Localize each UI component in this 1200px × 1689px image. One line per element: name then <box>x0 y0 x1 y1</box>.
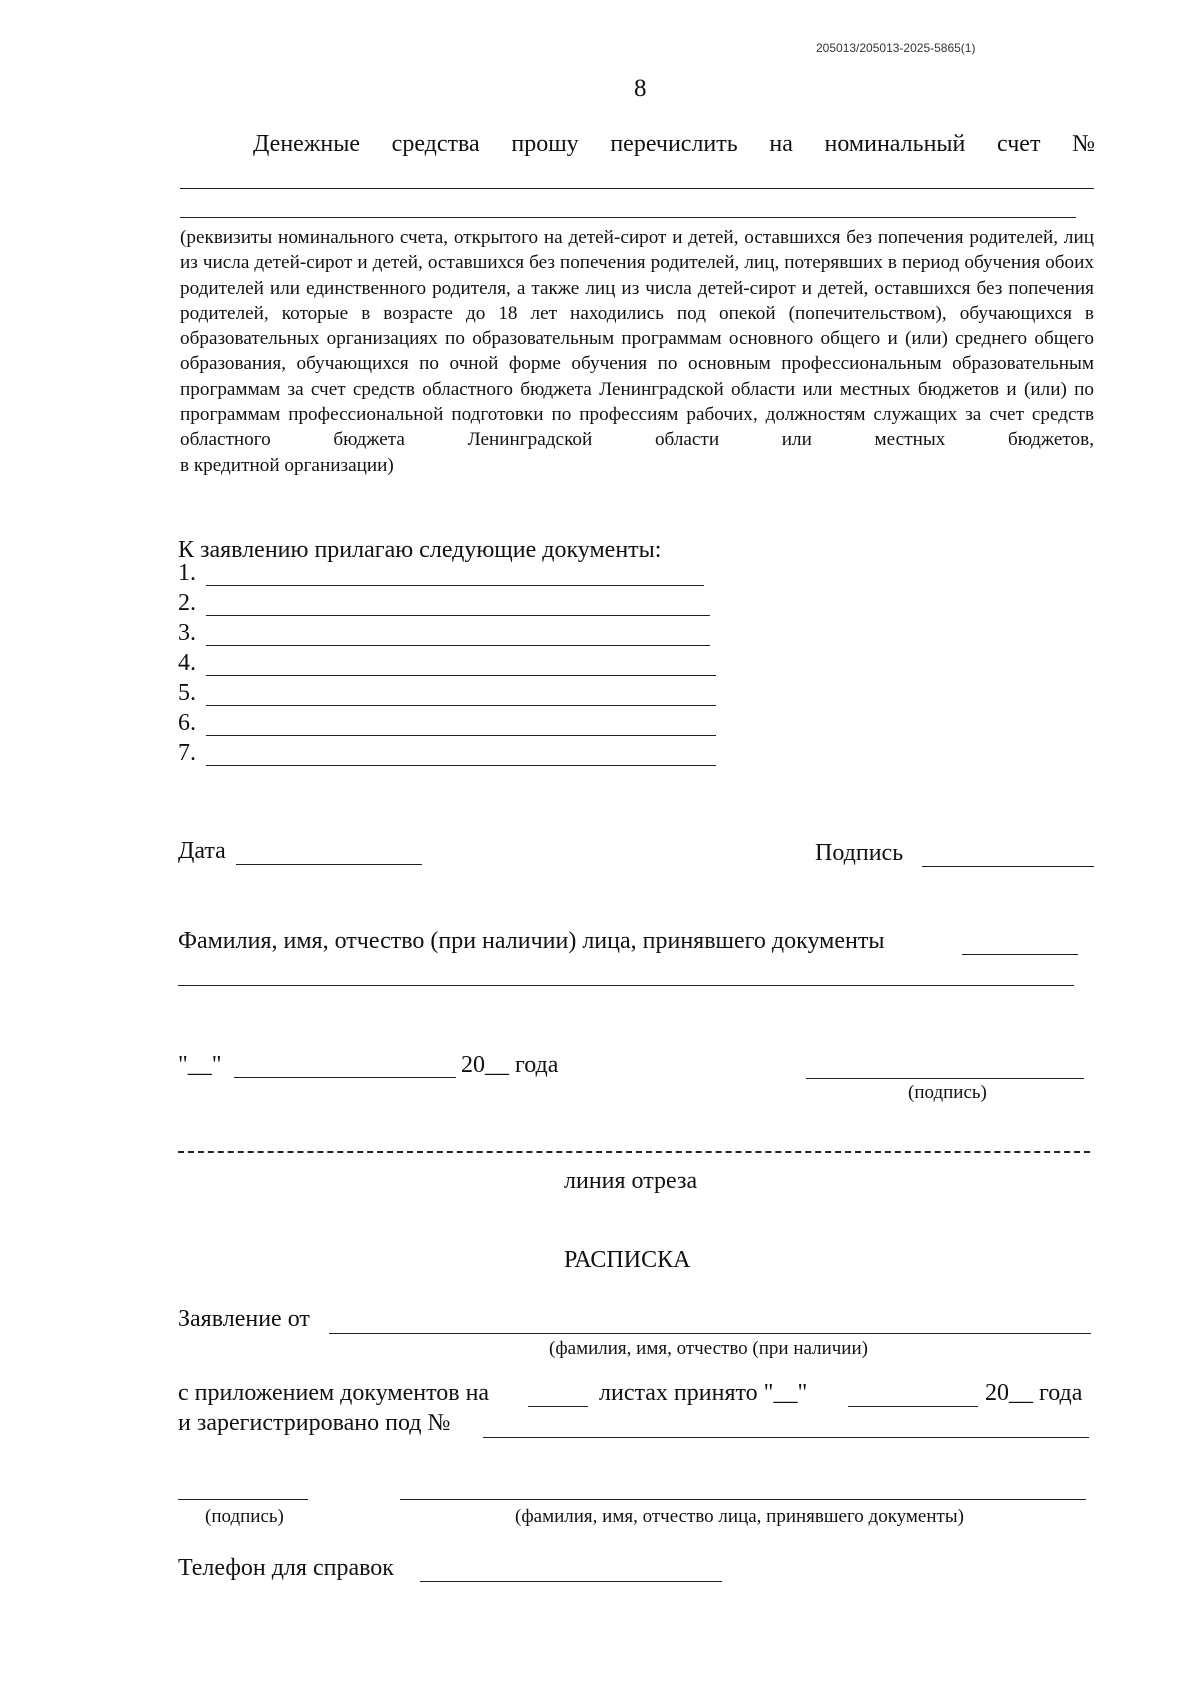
signature-caption: (подпись) <box>908 1082 987 1103</box>
attachment-line[interactable] <box>206 615 710 616</box>
attachment-number: 6. <box>178 710 196 736</box>
year-text: 20__ года <box>461 1052 559 1078</box>
attachment-number: 4. <box>178 650 196 676</box>
signature-label: Подпись <box>815 840 904 866</box>
receipt-signature-line[interactable] <box>178 1499 308 1500</box>
account-number-line <box>180 188 1094 189</box>
account-requisites-note-last: в кредитной организации) <box>180 454 394 476</box>
day-quote: "__" <box>178 1052 222 1078</box>
month-line[interactable] <box>234 1077 456 1078</box>
phone-label: Телефон для справок <box>178 1555 394 1581</box>
account-requisites-note-body: (реквизиты номинального счета, открытого на детей-сирот и детей, оставшихся без попечения родителей, лиц из числа детей-сирот и детей, оставшихся без попечения родителей, лиц, потерявших в период обучения обоих родителей или единственного родителя, а также лиц из числа детей-сирот и детей, оставшихся без попечения родителей, которые в возрасте до 18 лет находились под опекой (попечительством), обучающихся в образовательных организациях по образовательным программам основного общего и (или) среднего общего образования, обучающихся по очной форме обучения по основным профессиональным образовательным программам за счет средств областного бюджета Ленинградской области или местных бюджетов и (или) по программам профессиональной подготовки по профессиям рабочих, должностям служащих за счет средств областного бюджета Ленинградской области или местных бюджетов, <box>180 227 1094 451</box>
statement-from-label: Заявление от <box>178 1306 310 1332</box>
attachment-line[interactable] <box>206 585 704 586</box>
receiver-line-2[interactable] <box>178 985 1074 986</box>
attachment-line[interactable] <box>206 675 716 676</box>
receipt-receiver-line[interactable] <box>400 1499 1086 1500</box>
signature-line-2[interactable] <box>806 1078 1084 1079</box>
transfer-request-text: Денежные средства прошу перечислить на номинальный счет № <box>253 131 1095 157</box>
attachment-number: 2. <box>178 590 196 616</box>
account-requisites-note <box>180 225 1094 478</box>
receipt-year: 20__ года <box>985 1380 1083 1406</box>
attachment-number: 5. <box>178 680 196 706</box>
account-number-line-2 <box>180 217 1076 218</box>
name-caption: (фамилия, имя, отчество (при наличии) <box>549 1338 868 1359</box>
document-id: 205013/205013-2025-5865(1) <box>816 41 976 55</box>
registered-under-label: и зарегистрировано под № <box>178 1410 451 1436</box>
receiver-label: Фамилия, имя, отчество (при наличии) лица, принявшего документы <box>178 928 885 954</box>
statement-from-line[interactable] <box>329 1333 1091 1334</box>
date-line[interactable] <box>236 864 422 865</box>
cut-line-label: линия отреза <box>564 1168 698 1194</box>
receiver-line[interactable] <box>962 954 1078 955</box>
receipt-signature-caption: (подпись) <box>205 1506 284 1527</box>
attachment-line[interactable] <box>206 645 710 646</box>
attachment-number: 3. <box>178 620 196 646</box>
phone-line[interactable] <box>420 1581 722 1582</box>
attachment-number: 7. <box>178 740 196 766</box>
attachment-line[interactable] <box>206 705 716 706</box>
attachment-line[interactable] <box>206 735 716 736</box>
attachments-heading: К заявлению прилагаю следующие документы: <box>178 537 662 563</box>
attachment-number: 1. <box>178 560 196 586</box>
sheets-accepted-label: листах принято "__" <box>599 1380 808 1406</box>
page-number: 8 <box>634 75 647 102</box>
receipt-receiver-caption: (фамилия, имя, отчество лица, принявшего документы) <box>515 1506 964 1527</box>
registration-number-line[interactable] <box>483 1437 1089 1438</box>
signature-line[interactable] <box>922 866 1094 867</box>
cut-line <box>178 1151 1090 1153</box>
receipt-title: РАСПИСКА <box>564 1247 691 1273</box>
with-attachments-label: с приложением документов на <box>178 1380 490 1406</box>
receipt-month-line[interactable] <box>848 1406 978 1407</box>
attachment-line[interactable] <box>206 765 716 766</box>
sheets-count-line[interactable] <box>528 1406 588 1407</box>
date-label: Дата <box>178 838 226 864</box>
